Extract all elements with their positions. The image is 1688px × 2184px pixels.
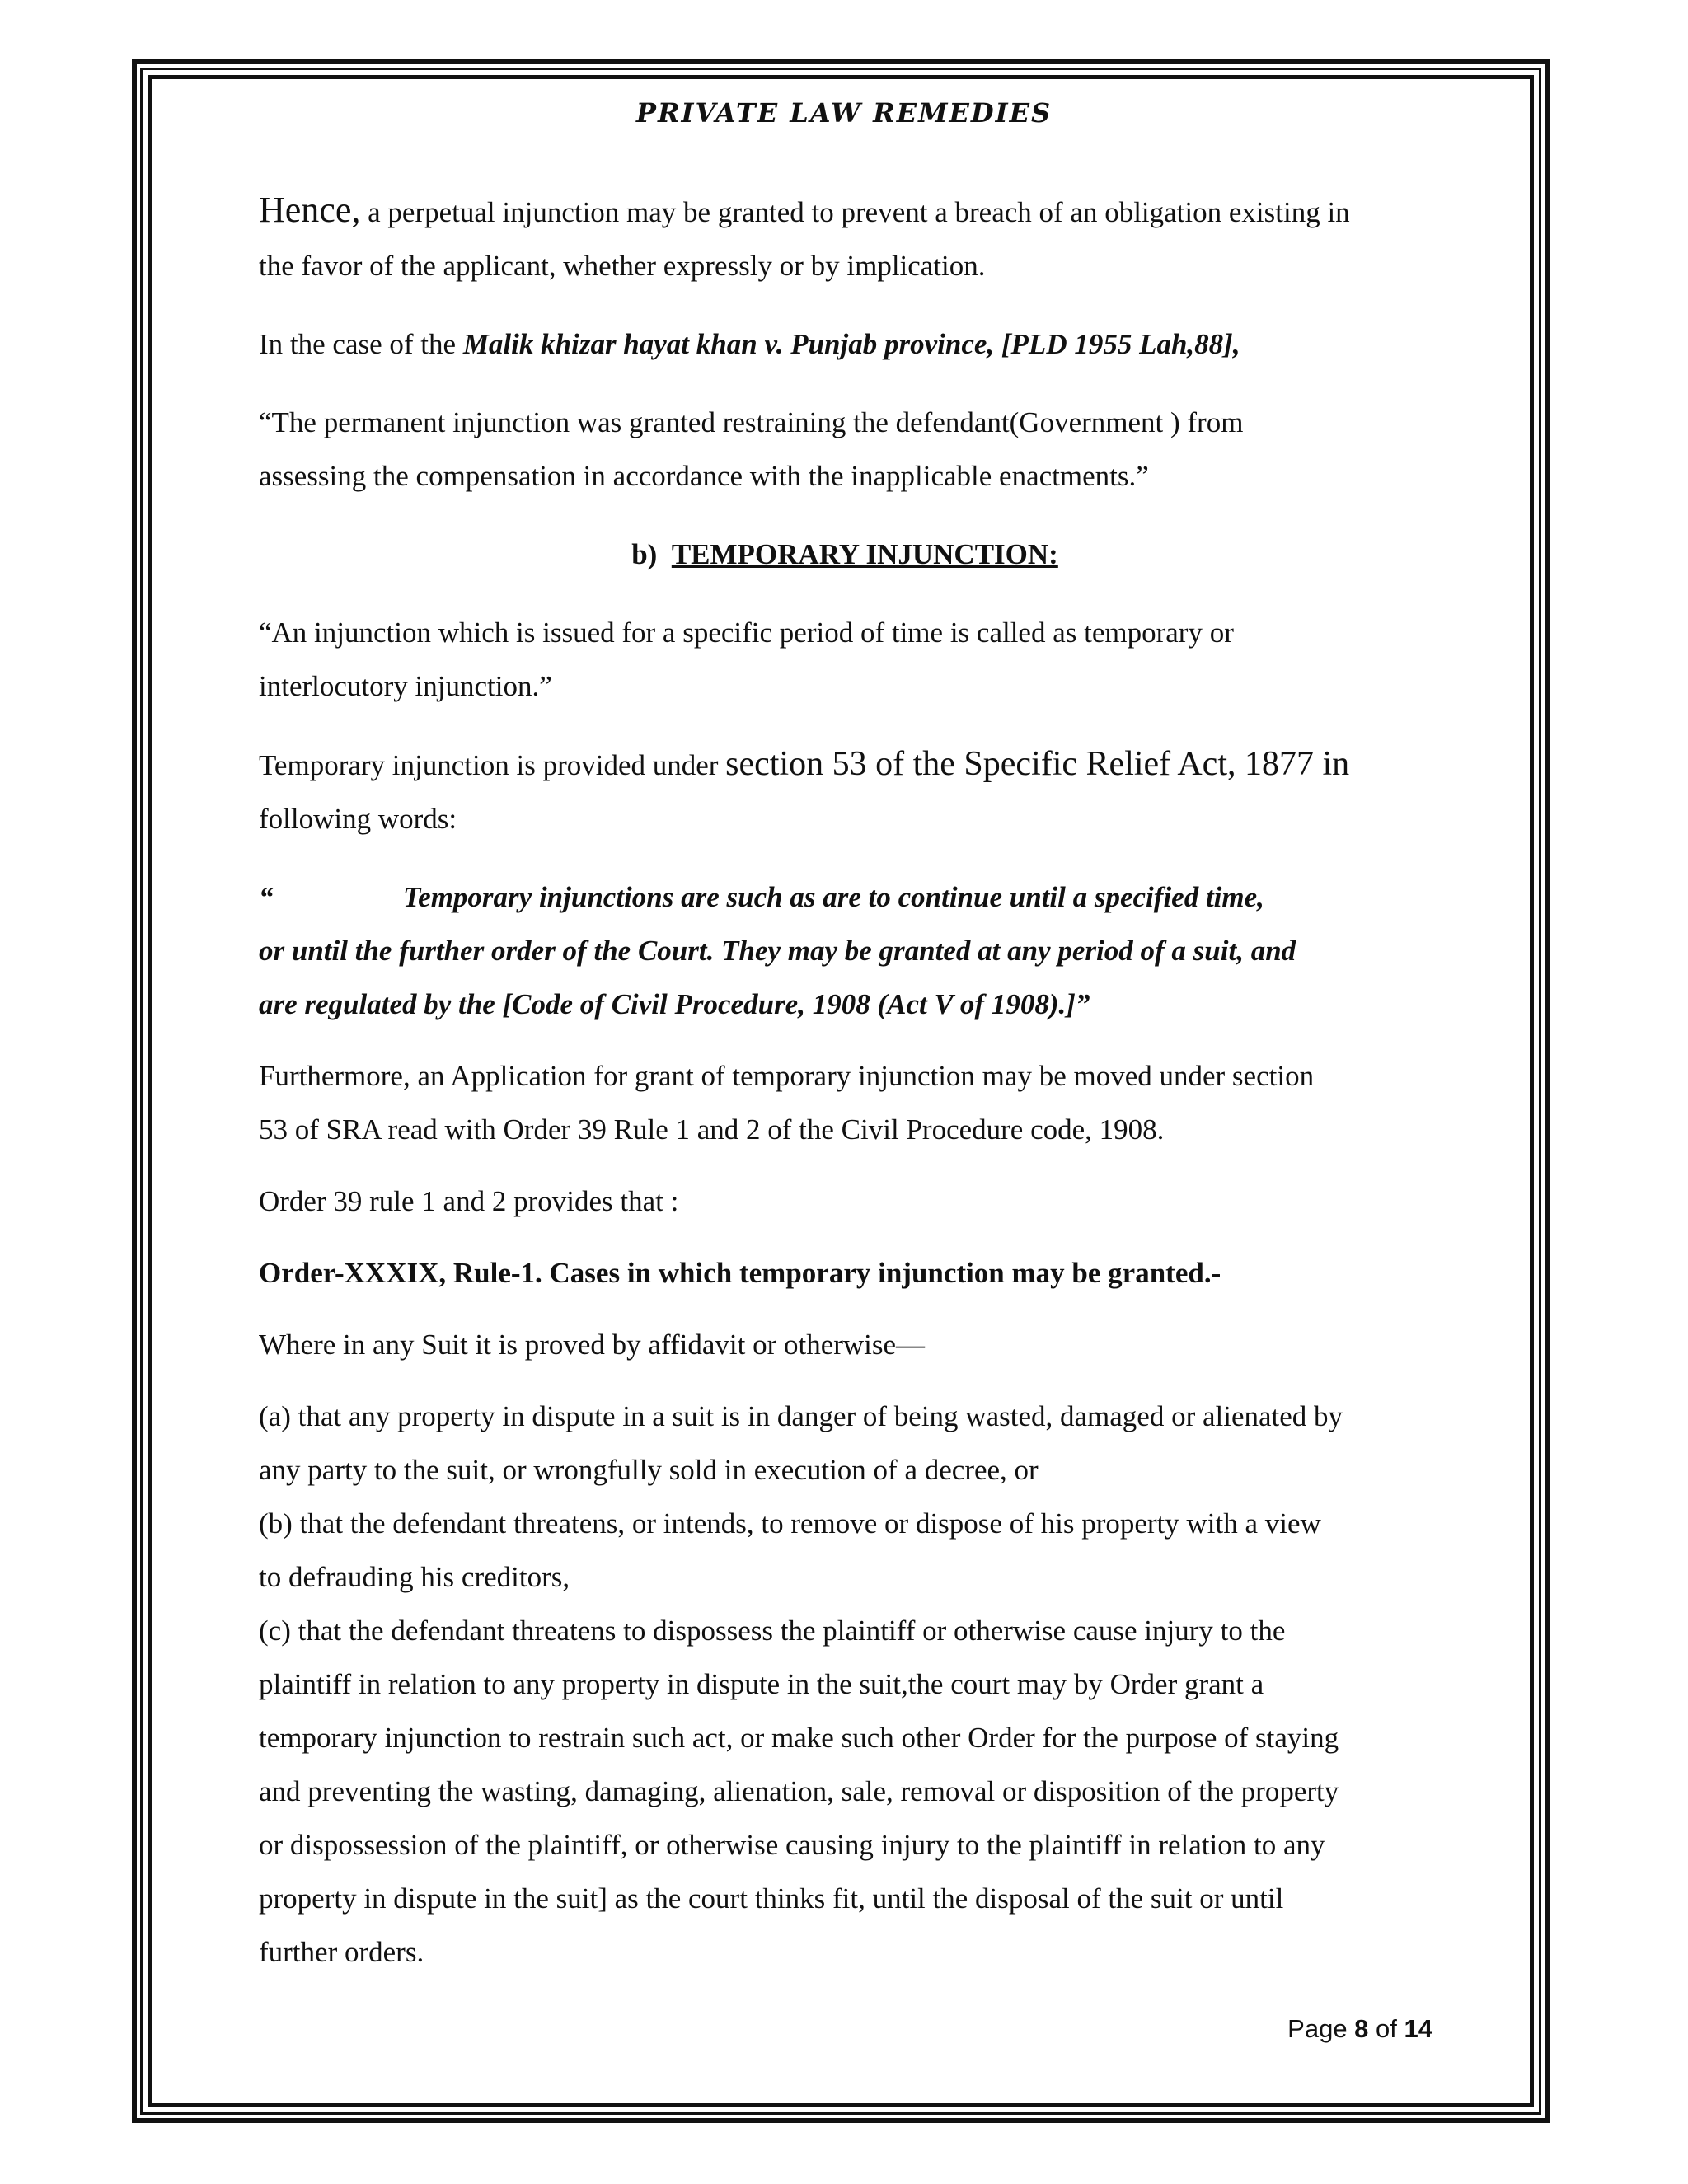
clause-c-line5: or dispossession of the plaintiff, or otherwise causing injury to the plaintiff in relation to any xyxy=(259,1829,1325,1861)
statute-quote: “ Temporary injunctions are such as are to continue until a specified time, xyxy=(259,881,1264,913)
clause-c-line2: plaintiff in relation to any property in dispute in the suit,the court may by Order grant a xyxy=(259,1668,1264,1700)
section-heading xyxy=(259,527,1431,581)
clause-a-line2: any party to the suit, or wrongfully sold in execution of a decree, or xyxy=(259,1454,1039,1486)
clause-c-line3: temporary injunction to restrain such act, or make such other Order for the purpose of staying xyxy=(259,1722,1339,1754)
paragraph-perpetual-injunction: Hence, a perpetual injunction may be granted to prevent a breach of an obligation existing in xyxy=(259,190,1350,230)
statutory-reference-line2: following words: xyxy=(259,803,457,835)
total-pages: 14 xyxy=(1404,2014,1432,2043)
heading-marker: b) xyxy=(631,538,658,570)
page-number: Page 8 of 14 xyxy=(1287,2014,1432,2043)
statutory-reference: Temporary injunction is provided under section 53 of the Specific Relief Act, 1877 in xyxy=(259,745,1350,783)
running-header: PRIVATE LAW REMEDIES xyxy=(635,97,1053,129)
lead-word: Hence, xyxy=(259,190,361,230)
paragraph-line: the favor of the applicant, whether expressly or by implication. xyxy=(259,250,986,282)
definition-quote: “An injunction which is issued for a specific period of time is called as temporary or xyxy=(259,616,1234,649)
application-paragraph-line2: 53 of SRA read with Order 39 Rule 1 and 2 of the Civil Procedure code, 1908. xyxy=(259,1113,1165,1146)
case-name: Malik khizar hayat khan v. Punjab province, [PLD 1955 Lah,88], xyxy=(462,328,1240,360)
clause-b: (b) that the defendant threatens, or intends, to remove or dispose of his property with a view xyxy=(259,1507,1321,1540)
clause-c-line4: and preventing the wasting, damaging, alienation, sale, removal or disposition of the property xyxy=(259,1775,1339,1807)
clause-a: (a) that any property in dispute in a suit is in danger of being wasted, damaged or alienated by xyxy=(259,1400,1343,1432)
page-body xyxy=(259,183,1431,1979)
application-paragraph: Furthermore, an Application for grant of temporary injunction may be moved under section xyxy=(259,1060,1315,1092)
clause-c-line6: property in dispute in the suit] as the court thinks fit, until the disposal of the suit or until xyxy=(259,1882,1284,1915)
definition-quote-line2: interlocutory injunction.” xyxy=(259,670,552,702)
statute-name: section 53 of the Specific Relief Act, 1877 in xyxy=(725,745,1350,783)
order-condition-intro: Where in any Suit it is proved by affidavit or otherwise— xyxy=(259,1329,926,1361)
case-holding-quote-line2: assessing the compensation in accordance with the inapplicable enactments.” xyxy=(259,460,1149,492)
current-page: 8 xyxy=(1354,2014,1369,2043)
clause-b-line2: to defrauding his creditors, xyxy=(259,1561,570,1593)
order-rule-heading: Order-XXXIX, Rule-1. Cases in which temporary injunction may be granted.- xyxy=(259,1257,1221,1289)
case-holding-quote: “The permanent injunction was granted restraining the defendant(Government ) from xyxy=(259,406,1244,438)
case-citation-paragraph: In the case of the Malik khizar hayat khan v. Punjab province, [PLD 1955 Lah,88], xyxy=(259,328,1240,360)
clause-c-line7: further orders. xyxy=(259,1936,424,1968)
statute-quote-line3: are regulated by the [Code of Civil Procedure, 1908 (Act V of 1908).]” xyxy=(259,988,1090,1020)
statute-quote-line2: or until the further order of the Court. They may be granted at any period of a suit, and xyxy=(259,935,1296,967)
clause-c: (c) that the defendant threatens to dispossess the plaintiff or otherwise cause injury to the xyxy=(259,1615,1286,1647)
heading-text: TEMPORARY INJUNCTION: xyxy=(671,538,1058,570)
order-intro: Order 39 rule 1 and 2 provides that : xyxy=(259,1185,679,1217)
